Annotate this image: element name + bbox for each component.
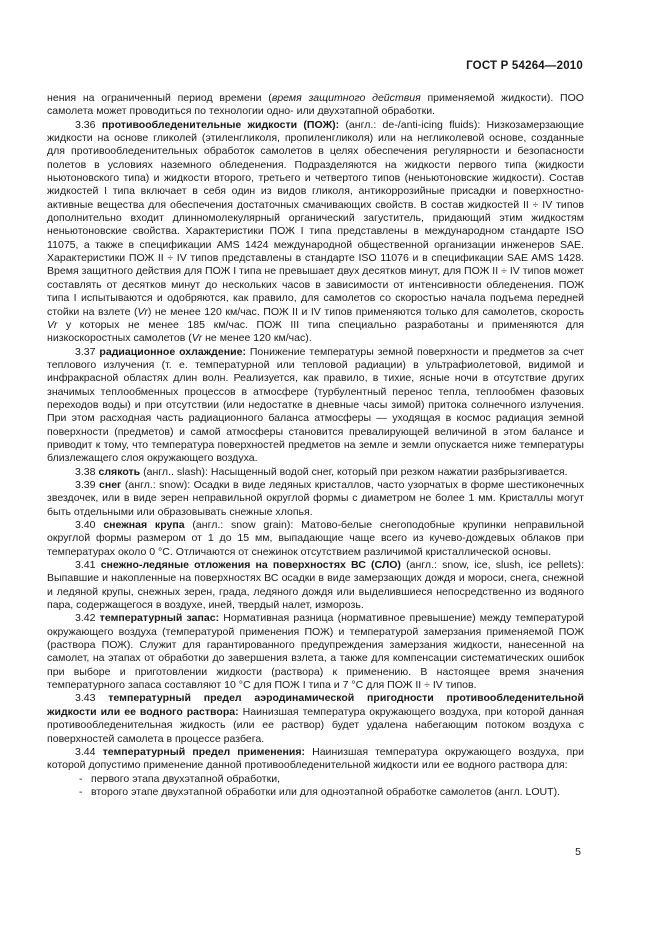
list-item: [47, 773, 584, 786]
definition-text: ) не менее 120 км/час. ПОЖ II и IV типов применяются только для самолетов, скорость: [147, 305, 584, 318]
term: снежная крупа: [103, 519, 185, 531]
clause-number: 3.37: [75, 345, 100, 358]
clause-number: 3.44: [75, 745, 103, 758]
definition-text: (англ.: de-/anti-icing fluids): Низкозамерзающие жидкости на основе гликолей (этиленгликоля, пропиленгликоля) или на негликолевой основе, созданные для противообледенительных обработок самолетов в целях обеспечения регулярности и безопасности полетов в условиях наземного обледенения. Подразделяются на жидкости первого типа (жидкости ньютоновского типа) и жидкости второго, третьего и четвертого типов (неньютоновские жидкости). Состав жидкостей I типа включает в себя один из видов гликоля, антикоррозийные присадки и поверхностно-активные вещества для обеспечения достаточных смачивающих свойств. В состав жидкостей II ÷ IV типов дополнительно входит длинномолекулярный органический загуститель, придающий этим жидкостям неньютоновские свойства. Характеристики ПОЖ I типа представлены в международном стандарте ISO 11075, а также в спецификации AMS 1424 международной общественной организации инженеров SAE. Характеристики ПОЖ II ÷ IV типов представлены в стандарте ISO 11076 и в спецификации SAE AMS 1428. Время защитного действия для ПОЖ I типа не превышает двух десятков минут, для ПОЖ II ÷ IV типов может составлять от десятков минут до нескольких часов в зависимости от интенсивности обледенения. ПОЖ типа I испытываются и одобряются, как правило, для самолетов со скоростью начала подъема передней стойки на взлете (: [47, 118, 584, 318]
document-body: [47, 92, 584, 799]
term: температурный предел аэродинамической пригодности противообледенительной жидкости или ее водного раствора:: [47, 692, 584, 718]
term: температурный предел применения:: [102, 745, 306, 758]
list-dash: -: [79, 772, 83, 785]
list-dash: -: [79, 785, 83, 798]
italic-symbol: Vr: [191, 332, 203, 345]
definition-3-42: [47, 612, 584, 692]
definition-text: Понижение температуры земной поверхности и предметов за счет теплового излучения (т. е. температурной или тепловой радиации) в ультрафиолетовой, видимой и инфракрасной областях длин волн. Реализуется, как правило, в тихие, ясные ночи в отсутствие других значимых теплообменных процессов в атмосфере (турбулентный перенос тепла, теплообмен фазовых переходов воды) и при отсутствии (или недостатке в дневные часы зимой) притока солнечного излучения. При этом расходная часть радиационного баланса атмосферы — уходящая в космос радиация земной поверхности (предметов) и самой атмосферы становится превалирующей величиной в этом балансе и приводит к тому, что температура поверхностей предметов на земле и земли опускается ниже температуры близлежащего слоя окружающего воздуха.: [47, 345, 584, 465]
definition-text: у которых не менее 185 км/час. ПОЖ III типа специально разработаны и применяются для низкоскоростных самолетов (: [47, 318, 584, 345]
definition-3-36: [47, 119, 584, 346]
term: противообледенительные жидкости (ПОЖ):: [101, 118, 340, 131]
definition-text: Нормативная разница (нормативное превышение) между температурой окружающего воздуха (температурой применения ПОЖ) и температурой замерзания применяемой ПОЖ (раствора ПОЖ). Служит для гарантированного предупреждения замерзания жидкости, нанесенной на самолет, на этапах от обработки до завершения взлета, а также для компенсации систематических ошибок при выборе и приготовлении жидкости (раствора) к применению. В настоящее время значения температурного запаса составляют 10 °С для ПОЖ I типа и 7 °С для ПОЖ II ÷ IV типов.: [47, 612, 584, 692]
definition-3-40: [47, 519, 584, 559]
definition-text: (англ.. slash): Насыщенный водой снег, который при резком нажатии разбрызгивается.: [140, 465, 568, 478]
definition-text: Наинизшая температура окружающего воздуха, при которой данная противообледенительная жидкость (или ее раствор) будет удалена набегающим потоком воздуха с поверхностей самолета в процессе разбега.: [47, 705, 584, 745]
list-item: [47, 786, 584, 799]
definition-text: (англ.: snow grain): Матово-белые снегоподобные крупинки неправильной округлой формы размером от 1 до 15 мм, выпадающие чаще всего из кучево-дождевых облаков при температурах около 0 °С. Отличаются от снежинок отсутствием различимой кристаллической основы.: [47, 519, 584, 558]
list-item-text: первого этапа двухэтапной обработки,: [91, 772, 281, 785]
page-number: 5: [575, 846, 581, 858]
term: слякоть: [98, 465, 141, 478]
definition-3-39: [47, 479, 584, 519]
definition-3-44: [47, 746, 584, 773]
italic-symbol: Vr: [47, 318, 58, 331]
italic-symbol: Vr: [137, 305, 148, 318]
clause-number: 3.43: [75, 692, 109, 705]
term: снежно-ледяные отложения на поверхностях ВС (СЛО): [100, 559, 401, 572]
italic-term: время защитного действия: [271, 92, 421, 104]
term: температурный запас:: [99, 612, 220, 625]
paragraph-continuation: [47, 92, 584, 119]
clause-number: 3.36: [75, 118, 102, 131]
text-run: нения на ограниченный период времени (: [47, 92, 272, 104]
definition-3-43: [47, 692, 584, 745]
text-run: применяемой жидкости). ПОО самолета может проводиться по технологии одно- или двухэтапной обработки.: [47, 92, 584, 118]
clause-number: 3.39: [75, 478, 99, 491]
list-item-text: второго этапе двухэтапной обработки или для одноэтапной обработке самолетов (англ. LOUT).: [91, 785, 561, 798]
definition-3-44-list: [47, 773, 584, 800]
term: снег: [98, 478, 122, 491]
definition-text: Наинизшая температура окружающего воздуха, при которой допустимо применение данной противообледенительной жидкости или ее водного раствора для:: [47, 745, 584, 772]
clause-number: 3.40: [75, 519, 104, 531]
term: радиационное охлаждение:: [99, 345, 246, 358]
clause-number: 3.42: [75, 612, 100, 625]
definition-text: (англ.: snow, ice, slush, ice pellets): Выпавшие и накопленные на поверхностях ВС осадки в виде замерзающих дождя и мороси, снега, снежной и ледяной крупы, снежных зерен, града, ледяного дождя или выделившиеся непосредственно из водяного пара, содержащегося в воздухе, иней, твердый налет, изморозь.: [47, 559, 585, 612]
definition-3-41: [47, 559, 584, 612]
clause-number: 3.38: [75, 465, 99, 478]
definition-text: (англ.: snow): Осадки в виде ледяных кристаллов, часто узорчатых в форме шестиконечных звездочек, или в виде зерен неправильной округлой формы с диаметром не более 1 мм. Кристаллы могут быть отдельными или образовывать снежные хлопья.: [47, 478, 584, 518]
definition-3-37: [47, 346, 584, 466]
clause-number: 3.41: [75, 559, 101, 572]
definition-text: не менее 120 км/час).: [202, 332, 312, 345]
document-standard-number: ГОСТ Р 54264—2010: [466, 60, 583, 72]
definition-3-38: [47, 466, 584, 479]
